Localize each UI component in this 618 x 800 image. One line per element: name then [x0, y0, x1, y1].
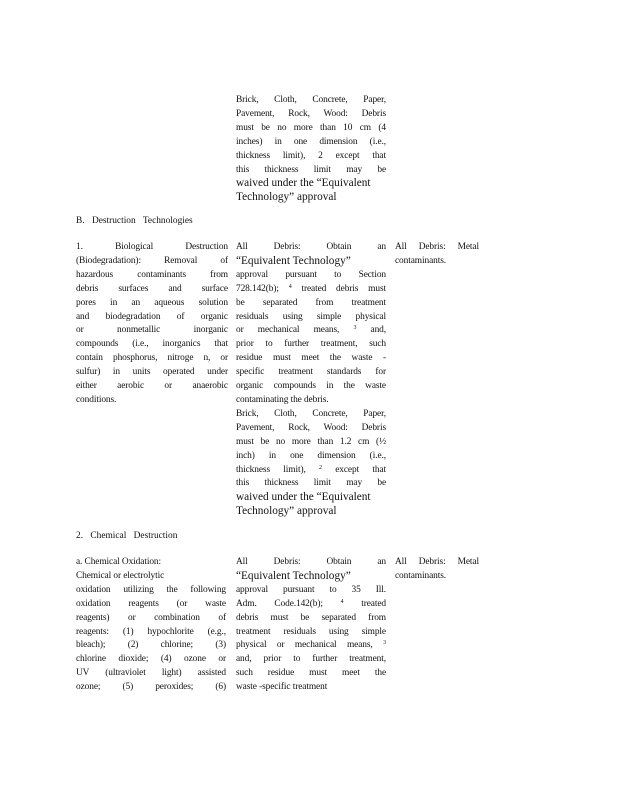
text-line: sulfur) in units operated under: [76, 367, 228, 378]
text-line: compounds (i.e., inorganics that: [76, 339, 228, 350]
text-line: All Debris: Metal: [395, 557, 479, 567]
bio-performance-standard: [236, 241, 386, 519]
section-heading-chemical: 2. Chemical Destruction: [76, 531, 178, 541]
text-line: approval pursuant to 35 Ill.: [236, 584, 386, 595]
footnote-marker: 4: [340, 598, 344, 605]
text-line: Technology” approval: [236, 505, 337, 518]
text-line: [236, 598, 386, 612]
text-line: conditions.: [76, 394, 117, 405]
text-line: [236, 283, 386, 297]
text-line: be separated from treatment: [236, 297, 386, 308]
text-line: Pavement, Rock, Wood: Debris: [236, 108, 386, 119]
text-fragment: or mechanical means,: [236, 325, 340, 336]
text-line: “Equivalent Technology”: [236, 569, 351, 582]
text-line: this thickness limit may be: [236, 164, 386, 175]
text-line: inch) in one dimension (i.e.,: [236, 450, 386, 461]
text-line: [236, 464, 386, 478]
section-heading-destruction: B. Destruction Technologies: [76, 216, 193, 226]
text-line: waste -specific treatment: [236, 682, 328, 693]
text-line: Chemical or electrolytic: [76, 570, 165, 581]
text-line: All Debris: Obtain an: [236, 557, 386, 567]
text-line: such residue must meet the: [236, 668, 386, 679]
text-line: residue must meet the waste -: [236, 353, 386, 364]
citation: 728.142(b);: [236, 283, 279, 294]
text-fragment: treated: [361, 598, 386, 609]
text-line: Technology” approval: [236, 191, 337, 204]
text-line: [236, 639, 386, 653]
text-line: debris must be separated from: [236, 612, 386, 623]
bio-technology-description: [76, 241, 228, 408]
chem-contaminant-restrictions: [395, 556, 479, 584]
text-line: contaminating the debris.: [236, 394, 329, 405]
text-line: must be no more than 1.2 cm (½: [236, 436, 386, 447]
text-line: prior to further treatment, such: [236, 339, 386, 350]
text-line: organic compounds in the waste: [236, 381, 386, 392]
chem-technology-description: [76, 556, 226, 695]
text-line: specific treatment standards for: [236, 367, 386, 378]
text-line: oxidation utilizing the following: [76, 584, 226, 595]
text-line: chlorine dioxide; (4) ozone or: [76, 654, 226, 665]
text-line: either aerobic or anaerobic: [76, 381, 228, 392]
text-line: reagents) or combination of: [76, 612, 226, 623]
citation: Adm. Code.142(b);: [236, 598, 323, 609]
text-fragment: and,: [370, 325, 386, 336]
footnote-marker: 2: [319, 464, 322, 471]
text-line: bleach); (2) chlorine; (3): [76, 640, 226, 651]
text-line: [236, 324, 386, 338]
text-line: debris surfaces and surface: [76, 283, 228, 294]
text-line: ozone; (5) peroxides; (6): [76, 682, 226, 693]
text-line: or nonmetallic inorganic: [76, 325, 228, 336]
text-line: contain phosphorus, nitroge n, or: [76, 353, 228, 364]
text-line: reagents: (1) hypochlorite (e.g.,: [76, 626, 226, 637]
text-fragment: treated debris must: [301, 283, 386, 294]
text-line: contaminants.: [395, 255, 447, 266]
debris-thickness-limit-10cm: [236, 94, 386, 205]
text-line: this thickness limit may be: [236, 478, 386, 489]
text-fragment: thickness limit),: [236, 464, 306, 475]
text-line: and, prior to further treatment,: [236, 654, 386, 665]
bio-contaminant-restrictions: [395, 241, 479, 269]
text-line: “Equivalent Technology”: [236, 254, 351, 267]
text-line: 1. Biological Destruction: [76, 242, 228, 252]
text-line: a. Chemical Oxidation:: [76, 557, 162, 567]
text-line: approval pursuant to Section: [236, 269, 386, 280]
text-line: waived under the “Equivalent: [236, 491, 371, 504]
text-fragment: physical or mechanical means,: [236, 640, 373, 651]
chem-performance-standard: [236, 556, 386, 695]
text-line: residuals using simple physical: [236, 311, 386, 322]
text-line: All Debris: Obtain an: [236, 242, 386, 252]
text-fragment: except that: [335, 464, 387, 475]
text-line: pores in an aqueous solution: [76, 297, 228, 308]
text-line: contaminants.: [395, 570, 447, 581]
footnote-marker: 3: [383, 640, 386, 647]
text-line: Brick, Cloth, Concrete, Paper,: [236, 95, 386, 105]
text-line: thickness limit), 2 except that: [236, 150, 386, 161]
text-line: treatment residuals using simple: [236, 626, 386, 637]
text-line: must be no more than 10 cm (4: [236, 122, 386, 133]
text-line: UV (ultraviolet light) assisted: [76, 668, 226, 679]
text-line: All Debris: Metal: [395, 242, 479, 252]
text-line: hazardous contaminants from: [76, 269, 228, 280]
text-line: (Biodegradation): Removal of: [76, 255, 228, 266]
footnote-marker: 4: [288, 283, 292, 290]
text-line: inches) in one dimension (i.e.,: [236, 136, 386, 147]
text-line: and biodegradation of organic: [76, 311, 228, 322]
text-line: Brick, Cloth, Concrete, Paper,: [236, 408, 386, 419]
text-line: waived under the “Equivalent: [236, 177, 371, 190]
text-line: oxidation reagents (or waste: [76, 598, 226, 609]
text-line: Pavement, Rock, Wood: Debris: [236, 422, 386, 433]
footnote-marker: 3: [353, 325, 357, 332]
